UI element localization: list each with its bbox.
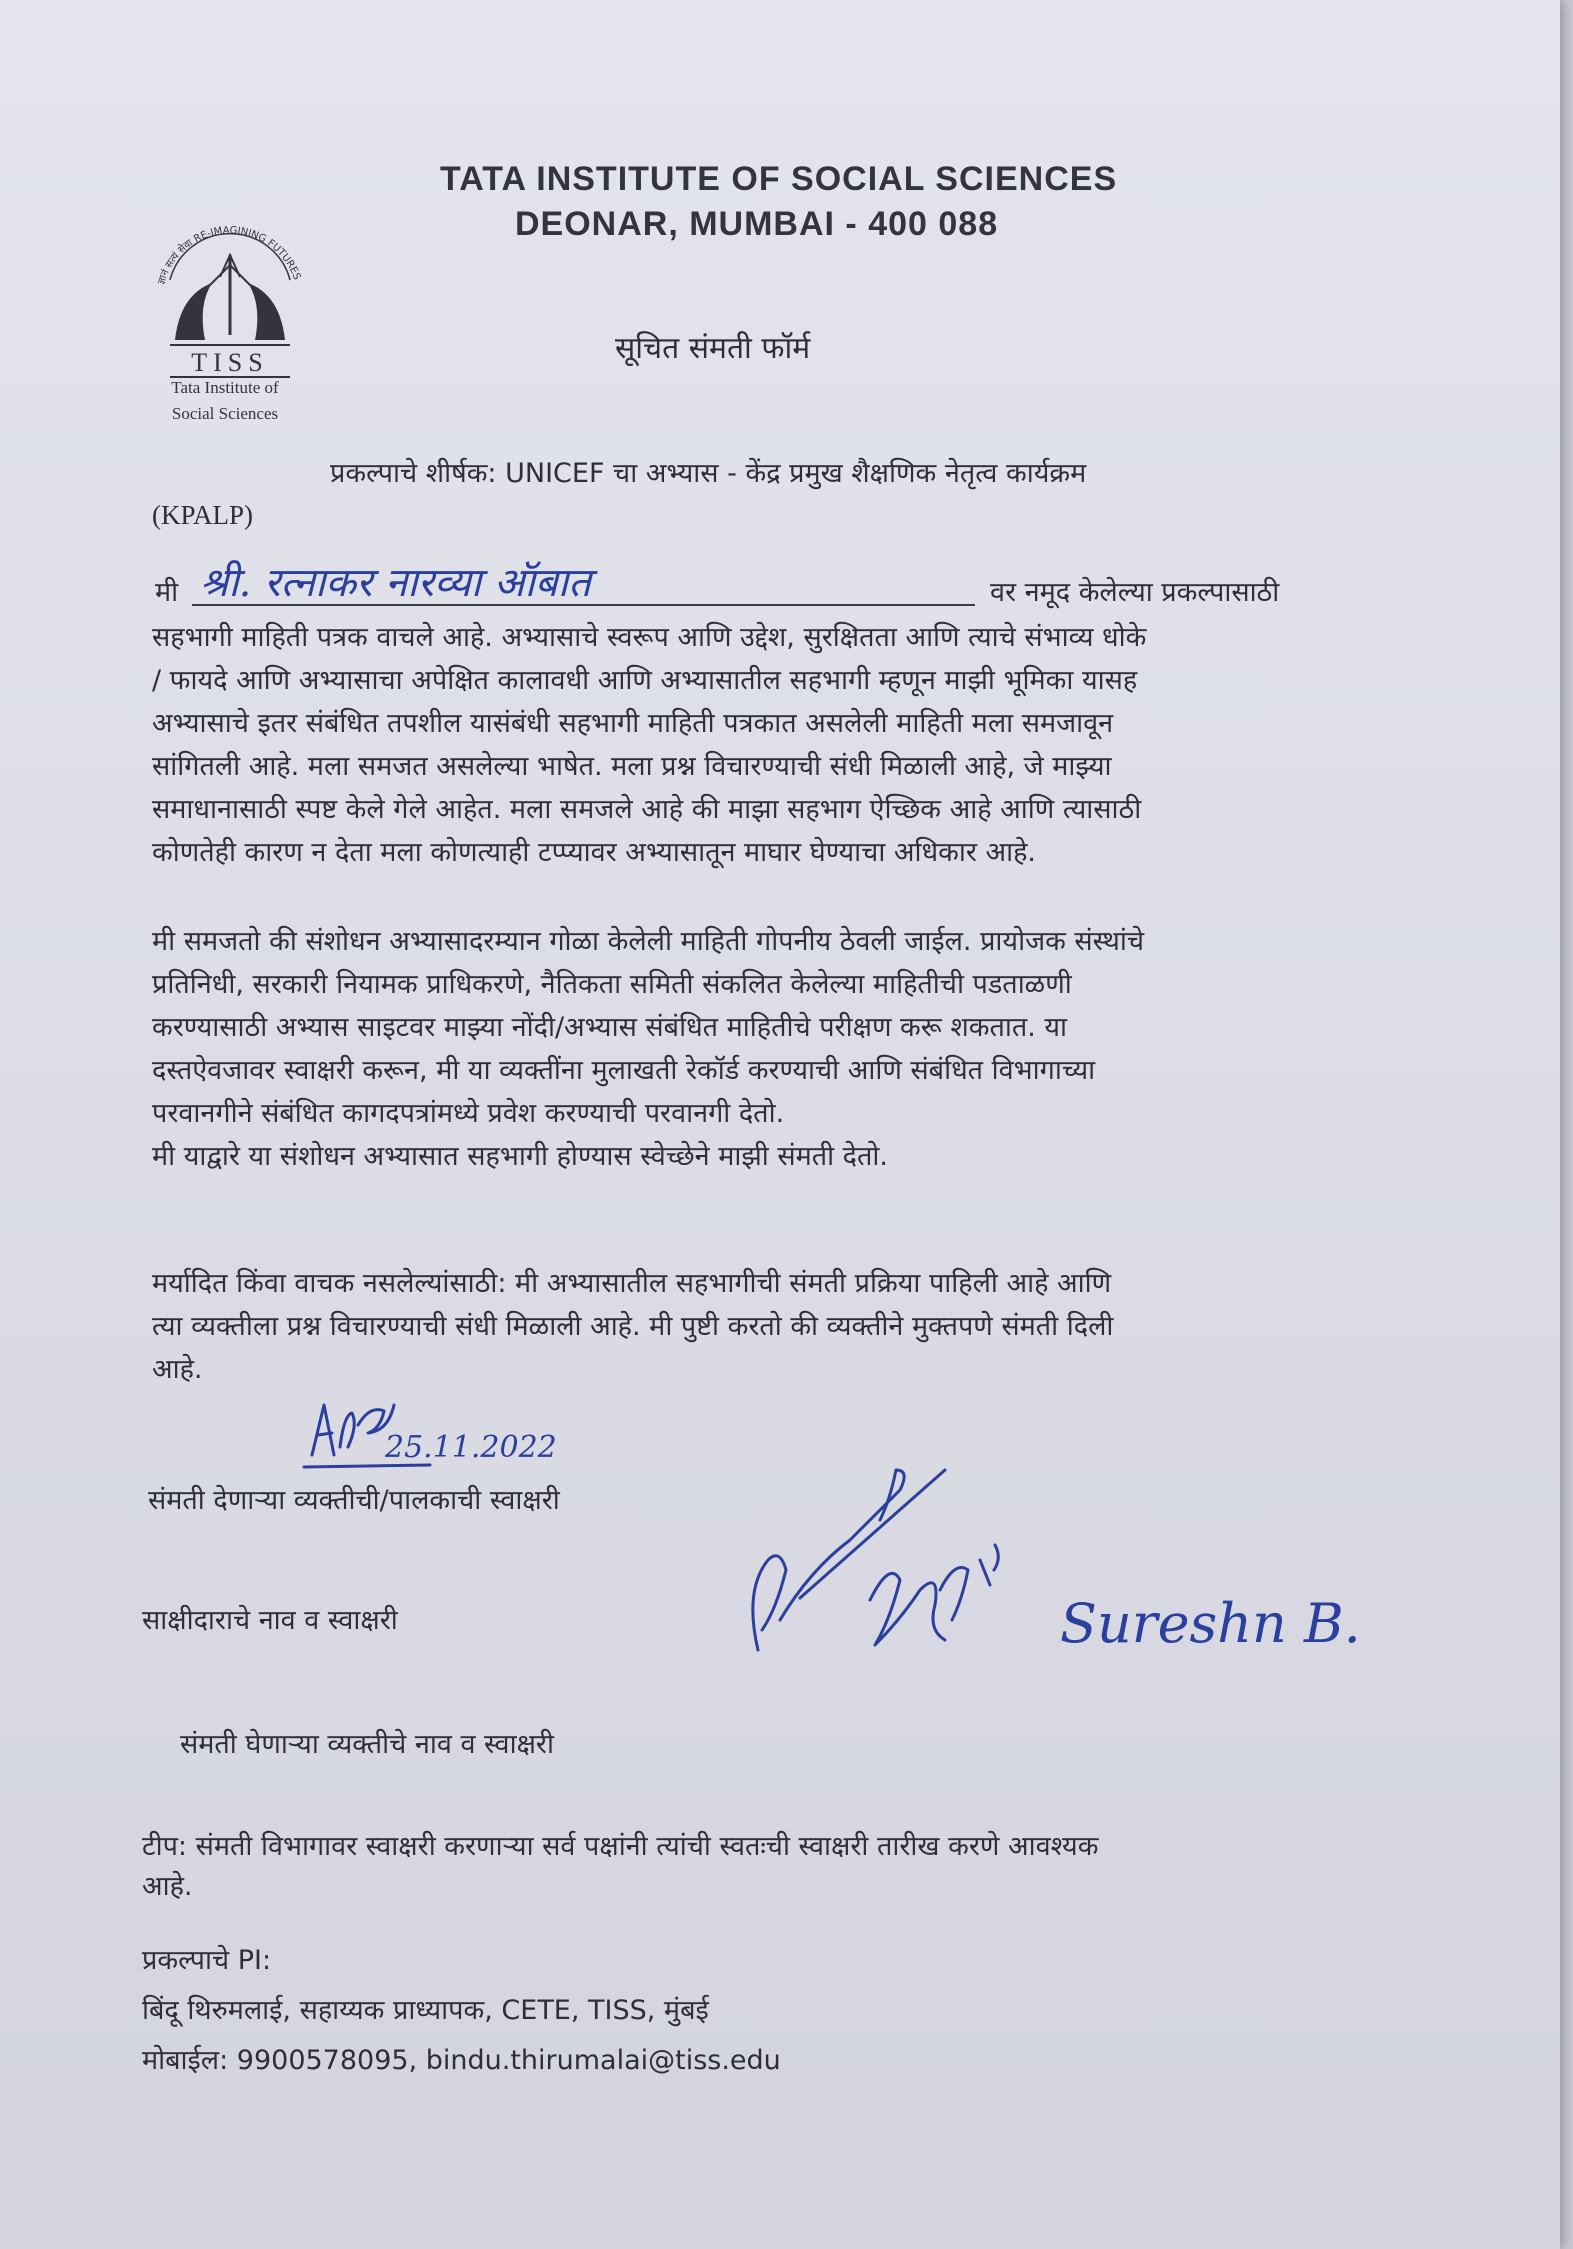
handwritten-taker-name: Sureshn B.: [1060, 1592, 1361, 1655]
note-line2: आहे.: [142, 1871, 193, 1902]
para1-line: समाधानासाठी स्पष्ट केले गेले आहेत. मला समजले आहे की माझा सहभाग ऐच्छिक आहे आणि त्यासाठी: [152, 794, 1142, 825]
name-suffix: वर नमूद केलेल्या प्रकल्पासाठी: [990, 577, 1280, 608]
participant-signature: [300, 1385, 660, 1475]
paragraph-3: [152, 1262, 1357, 1391]
name-prefix: मी: [155, 577, 179, 608]
para2-line: मी समजतो की संशोधन अभ्यासादरम्यान गोळा केलेली माहिती गोपनीय ठेवली जाईल. प्रायोजक संस्थांचे: [152, 926, 1145, 957]
logo-caption-line1: Tata Institute of: [171, 378, 279, 397]
para1-line: सहभागी माहिती पत्रक वाचले आहे. अभ्यासाचे स्वरूप आणि उद्देश, सुरक्षितता आणि त्याचे संभाव्य धोके: [152, 622, 1147, 653]
paragraph-1: [152, 616, 1357, 874]
paragraph-2: [152, 920, 1357, 1178]
para1-line: अभ्यासाचे इतर संबंधित तपशील यासंबंधी सहभागी माहिती पत्रकात असलेली माहिती मला समजावून: [152, 708, 1114, 739]
svg-text:श्री. रत्नाकर नारव्या ऑबात: श्री. रत्नाकर नारव्या ऑबात: [200, 560, 591, 606]
para2-line: परवानगीने संबंधित कागदपत्रांमध्ये प्रवेश करण्याची परवानगी देतो.: [152, 1098, 785, 1129]
para2-line: प्रतिनिधी, सरकारी नियामक प्राधिकरणे, नैतिकता समिती संकलित केलेल्या माहितीची पडताळणी: [152, 969, 1072, 1000]
institute-name: TATA INSTITUTE OF SOCIAL SCIENCES: [440, 160, 1118, 198]
para3-line: त्या व्यक्तीला प्रश्न विचारण्याची संधी मिळाली आहे. मी पुष्टी करतो की व्यक्तीने मुक्तपणे संमती दिली: [152, 1311, 1114, 1342]
witness-label: साक्षीदाराचे नाव व स्वाक्षरी: [142, 1605, 398, 1636]
taker-label: संमती घेणाऱ्या व्यक्तीचे नाव व स्वाक्षरी: [180, 1729, 554, 1760]
para2-line: करण्यासाठी अभ्यास साइटवर माझ्या नोंदी/अभ्यास संबंधित माहितीचे परीक्षण करू शकतात. या: [152, 1012, 1068, 1043]
logo-abbr: TISS: [191, 348, 269, 377]
handwritten-date: 25.11.2022: [385, 1430, 557, 1465]
logo-arc-text: ज्ञानं सत्यं सेवा RE-IMAGINING FUTURES: [156, 225, 303, 286]
pi-line1: बिंदू थिरुमलाई, सहाय्यक प्राध्यापक, CETE, TISS, मुंबई: [142, 1995, 709, 2026]
pi-heading: प्रकल्पाचे PI:: [142, 1945, 272, 1976]
witness-signature: [740, 1430, 1500, 1690]
para2-line: दस्तऐवजावर स्वाक्षरी करून, मी या व्यक्तींना मुलाखती रेकॉर्ड करण्याची आणि संबंधित विभागाच्या: [152, 1055, 1096, 1086]
para3-line: आहे.: [152, 1354, 203, 1385]
project-title-line2: (KPALP): [152, 500, 254, 530]
form-title: सूचित संमती फॉर्म: [615, 331, 811, 366]
para1-line: / फायदे आणि अभ्यासाचा अपेक्षित कालावधी आणि अभ्यासातील सहभागी म्हणून माझी भूमिका यासह: [152, 665, 1138, 696]
para1-line: कोणतेही कारण न देता मला कोणत्याही टप्प्यावर अभ्यासातून माघार घेण्याचा अधिकार आहे.: [152, 837, 1036, 868]
para1-line: सांगितली आहे. मला समजत असलेल्या भाषेत. मला प्रश्न विचारण्याची संधी मिळाली आहे, जे माझ्या: [152, 751, 1112, 782]
institute-address: DEONAR, MUMBAI - 400 088: [515, 205, 999, 243]
project-title-line1: प्रकल्पाचे शीर्षक: UNICEF चा अभ्यास - केंद्र प्रमुख शैक्षणिक नेतृत्व कार्यक्रम: [330, 458, 1087, 489]
note-line1: टीप: संमती विभागावर स्वाक्षरी करणाऱ्या सर्व पक्षांनी त्यांची स्वतःची स्वाक्षरी तारीख करणे आवश्यक: [142, 1831, 1099, 1862]
para2-line: मी याद्वारे या संशोधन अभ्यासात सहभागी होण्यास स्वेच्छेने माझी संमती देतो.: [152, 1141, 888, 1172]
logo-caption-line2: Social Sciences: [171, 404, 279, 423]
consent-signature-label: संमती देणाऱ्या व्यक्तीची/पालकाची स्वाक्षरी: [148, 1485, 560, 1516]
handwritten-name: [192, 548, 792, 618]
pi-line2: मोबाईल: 9900578095, bindu.thirumalai@tiss.edu: [142, 2045, 781, 2076]
para3-line: मर्यादित किंवा वाचक नसलेल्यांसाठी: मी अभ्यासातील सहभागीची संमती प्रक्रिया पाहिली आहे आणि: [152, 1268, 1112, 1299]
